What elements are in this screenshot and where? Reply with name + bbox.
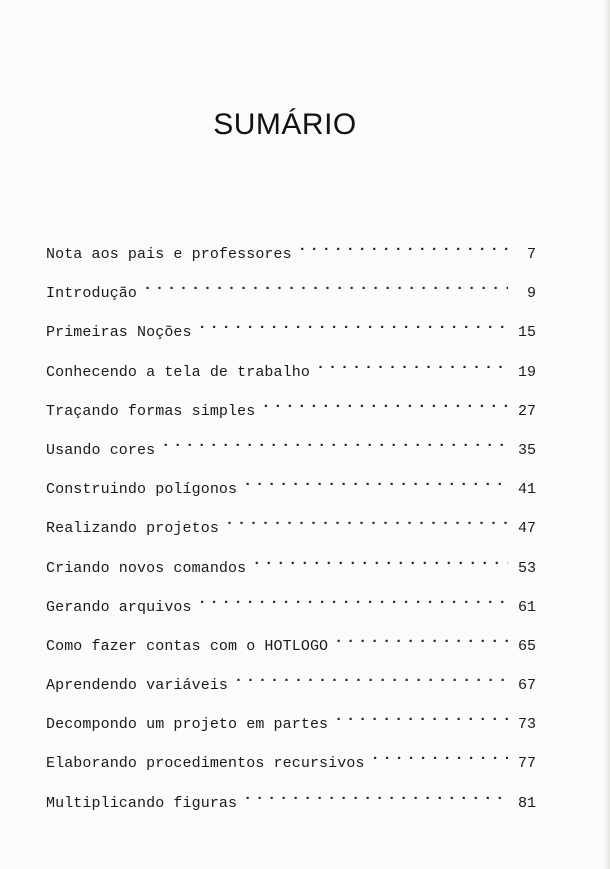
toc-dot-leader <box>161 432 508 454</box>
toc-entry <box>46 236 536 275</box>
toc-entry <box>46 706 536 745</box>
toc-entry <box>46 275 536 314</box>
toc-entry-title: Gerando arquivos <box>46 598 192 616</box>
toc-entry-title: Criando novos comandos <box>46 559 247 577</box>
toc-entry-page-number: 73 <box>517 716 536 734</box>
toc-entry-page-number: 65 <box>517 637 536 655</box>
toc-entry-title: Construindo polígonos <box>46 481 238 499</box>
toc-entry <box>46 745 536 784</box>
toc-dot-leader <box>243 785 508 807</box>
toc-entry-page-number: 15 <box>517 324 536 342</box>
toc-entry <box>46 589 536 628</box>
toc-dot-leader <box>334 628 508 650</box>
toc-entry-title: Primeiras Noções <box>46 324 192 342</box>
toc-entry-title: Usando cores <box>46 441 156 459</box>
toc-entry-page-number: 9 <box>526 285 536 303</box>
toc-entry-title: Elaborando procedimentos recursivos <box>46 755 365 773</box>
toc-dot-leader <box>316 354 508 376</box>
toc-dot-leader <box>243 471 508 493</box>
toc-entry <box>46 550 536 589</box>
toc-entry-page-number: 35 <box>517 441 536 459</box>
toc-dot-leader <box>198 314 508 336</box>
toc-entry <box>46 667 536 706</box>
toc-entry <box>46 785 536 824</box>
toc-entry-page-number: 47 <box>517 520 536 538</box>
toc-entry <box>46 393 536 432</box>
toc-entry-title: Introdução <box>46 285 138 303</box>
toc-entry <box>46 432 536 471</box>
toc-entry-page-number: 7 <box>526 246 536 263</box>
toc-dot-leader <box>225 510 508 532</box>
toc-entry <box>46 314 536 353</box>
toc-entry-title: Aprendendo variáveis <box>46 677 229 695</box>
toc-entry-page-number: 27 <box>517 402 536 420</box>
toc-entry-page-number: 81 <box>517 794 536 812</box>
toc-entry-title: Realizando projetos <box>46 520 219 538</box>
toc-entry-page-number: 61 <box>517 598 536 616</box>
toc-entry-title: Traçando formas simples <box>46 402 256 420</box>
toc-entry-title: Multiplicando figuras <box>46 794 238 812</box>
toc-dot-leader <box>298 236 508 258</box>
toc-entry-page-number: 41 <box>517 481 536 499</box>
toc-dot-leader <box>334 706 508 728</box>
page-edge-shadow <box>604 0 610 869</box>
page-title: SUMÁRIO <box>213 108 357 141</box>
toc-entry-title: Conhecendo a tela de trabalho <box>46 363 310 381</box>
toc-dot-leader <box>371 745 508 767</box>
toc-entry <box>46 354 536 393</box>
toc-entry <box>46 628 536 667</box>
toc-entry <box>46 510 536 549</box>
toc-dot-leader <box>234 667 508 689</box>
toc-entry <box>46 471 536 510</box>
toc-entry-page-number: 77 <box>517 755 536 773</box>
toc-dot-leader <box>261 393 508 415</box>
toc-entry-page-number: 19 <box>517 363 536 381</box>
table-of-contents <box>46 236 536 824</box>
toc-dot-leader <box>143 275 508 297</box>
toc-entry-page-number: 67 <box>517 677 536 695</box>
toc-dot-leader <box>252 550 508 572</box>
toc-entry-title: Nota aos pais e professores <box>46 246 292 263</box>
toc-dot-leader <box>198 589 508 611</box>
toc-entry-page-number: 53 <box>517 559 536 577</box>
toc-entry-title: Como fazer contas com o HOTLOGO <box>46 637 329 655</box>
toc-entry-title: Decompondo um projeto em partes <box>46 716 329 734</box>
